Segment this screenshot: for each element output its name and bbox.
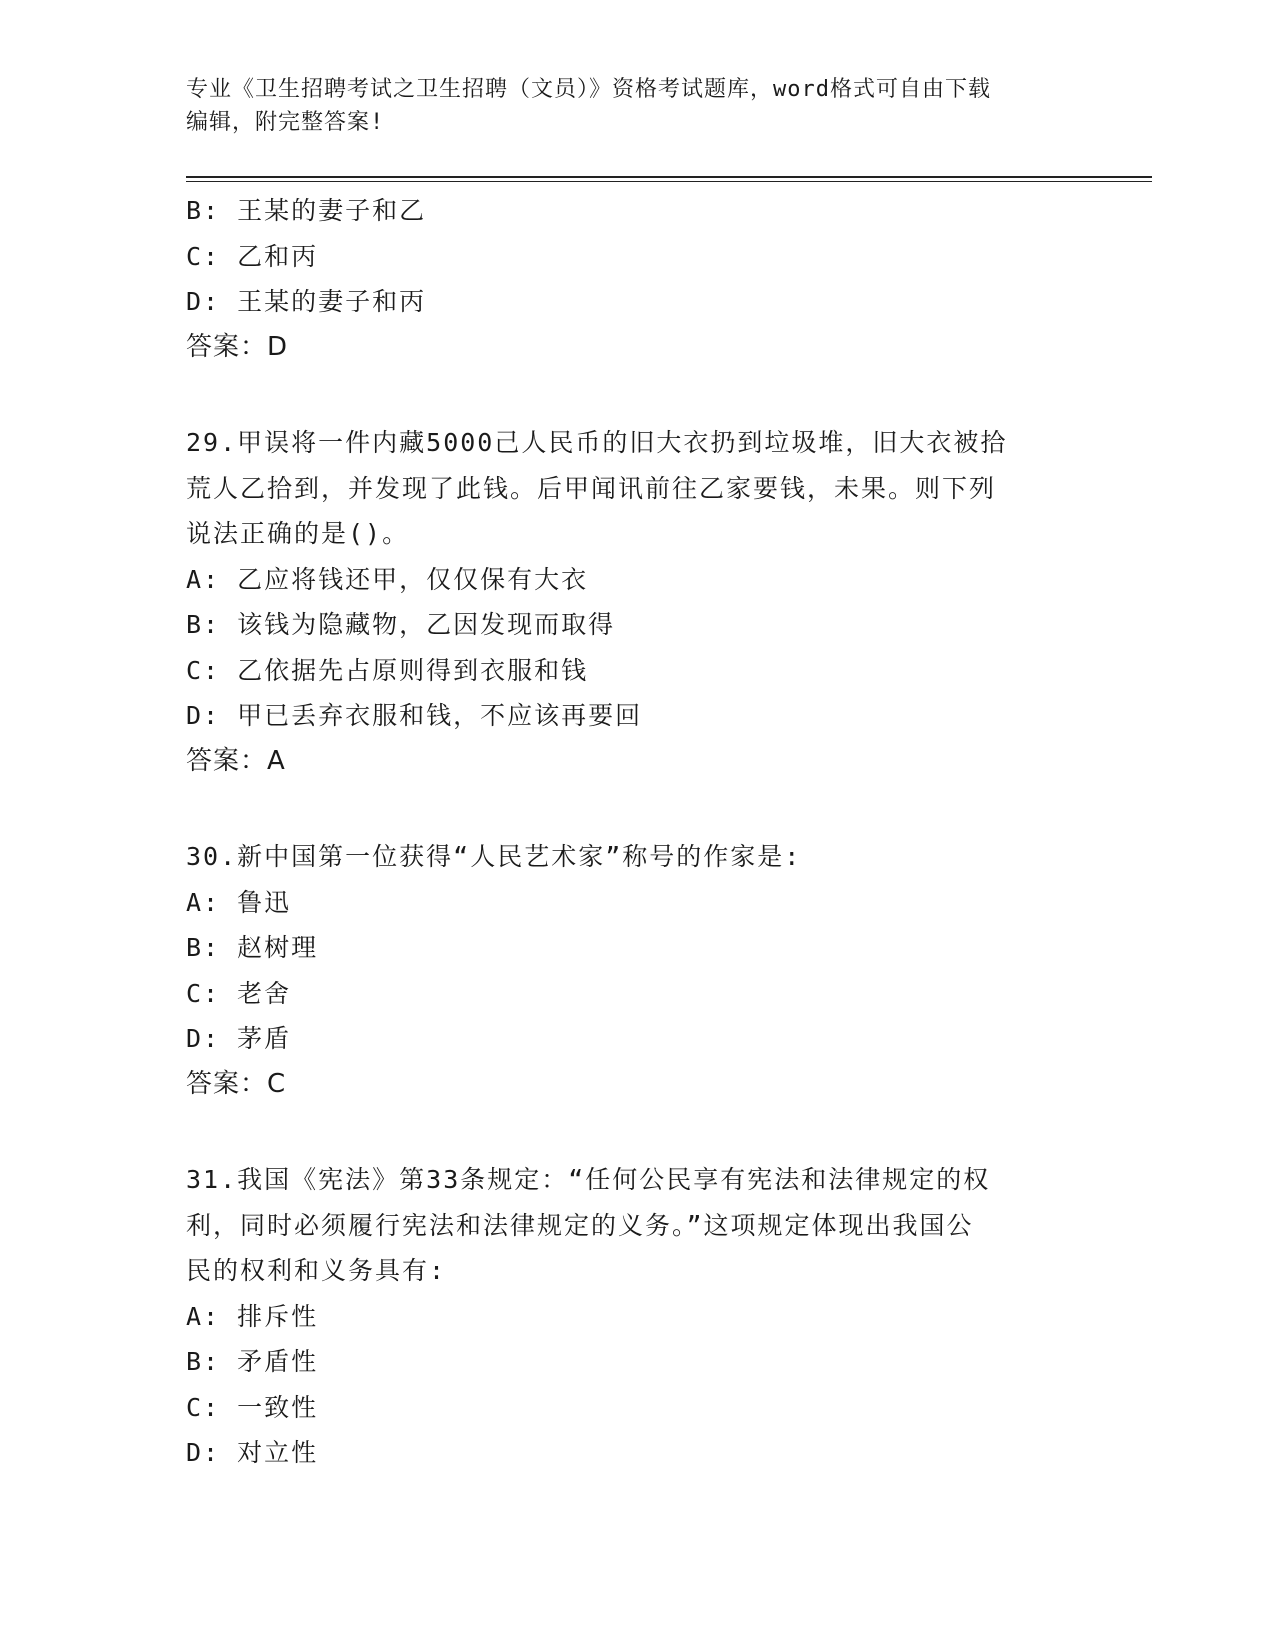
question-30: [186, 834, 1066, 1107]
option-d: D: 对立性: [186, 1438, 319, 1467]
answer: 答案：D: [186, 331, 289, 362]
question-28: [186, 188, 1066, 370]
header-line-2: 编辑，附完整答案!: [186, 110, 385, 135]
option-b: B: 王某的妻子和乙: [186, 196, 427, 225]
option-d: D: 甲已丢弃衣服和钱，不应该再要回: [186, 701, 643, 730]
option-c: C: 乙依据先占原则得到衣服和钱: [186, 655, 589, 685]
header-rule-thick: [186, 176, 1152, 178]
option-b: B: 矛盾性: [186, 1347, 319, 1376]
option-a: A: 排斥性: [186, 1301, 319, 1331]
question-text-line: 29.甲误将一件内藏5000己人民币的旧大衣扔到垃圾堆，旧大衣被拾: [186, 428, 1008, 457]
question-text-line: 31.我国《宪法》第33条规定：“任何公民享有宪法和法律规定的权: [186, 1165, 991, 1194]
header-line-1: 专业《卫生招聘考试之卫生招聘（文员）》资格考试题库，word格式可自由下载: [186, 77, 991, 102]
option-c: C: 乙和丙: [186, 241, 319, 271]
option-c: C: 一致性: [186, 1392, 319, 1422]
question-text-line: 利，同时必须履行宪法和法律规定的义务。”这项规定体现出我国公: [186, 1210, 974, 1240]
question-text-line: 荒人乙拾到，并发现了此钱。后甲闻讯前往乙家要钱，未果。则下列: [186, 473, 997, 503]
option-d: D: 茅盾: [186, 1024, 292, 1053]
option-d: D: 王某的妻子和丙: [186, 287, 427, 316]
question-text-line: 说法正确的是()。: [186, 519, 410, 548]
question-content: [186, 188, 1066, 1476]
question-31: [186, 1157, 1066, 1476]
question-text-line: 民的权利和义务具有:: [186, 1256, 447, 1285]
option-b: B: 该钱为隐藏物，乙因发现而取得: [186, 610, 616, 639]
question-text-line: 30.新中国第一位获得“人民艺术家”称号的作家是:: [186, 842, 802, 871]
question-29: [186, 420, 1066, 784]
answer: 答案：C: [186, 1068, 287, 1099]
answer: 答案：A: [186, 745, 286, 776]
option-a: A: 乙应将钱还甲，仅仅保有大衣: [186, 564, 589, 594]
option-b: B: 赵树理: [186, 933, 319, 962]
header-rule-thin: [186, 181, 1152, 182]
option-c: C: 老舍: [186, 978, 292, 1008]
option-a: A: 鲁迅: [186, 887, 292, 917]
document-header: [186, 73, 1066, 139]
